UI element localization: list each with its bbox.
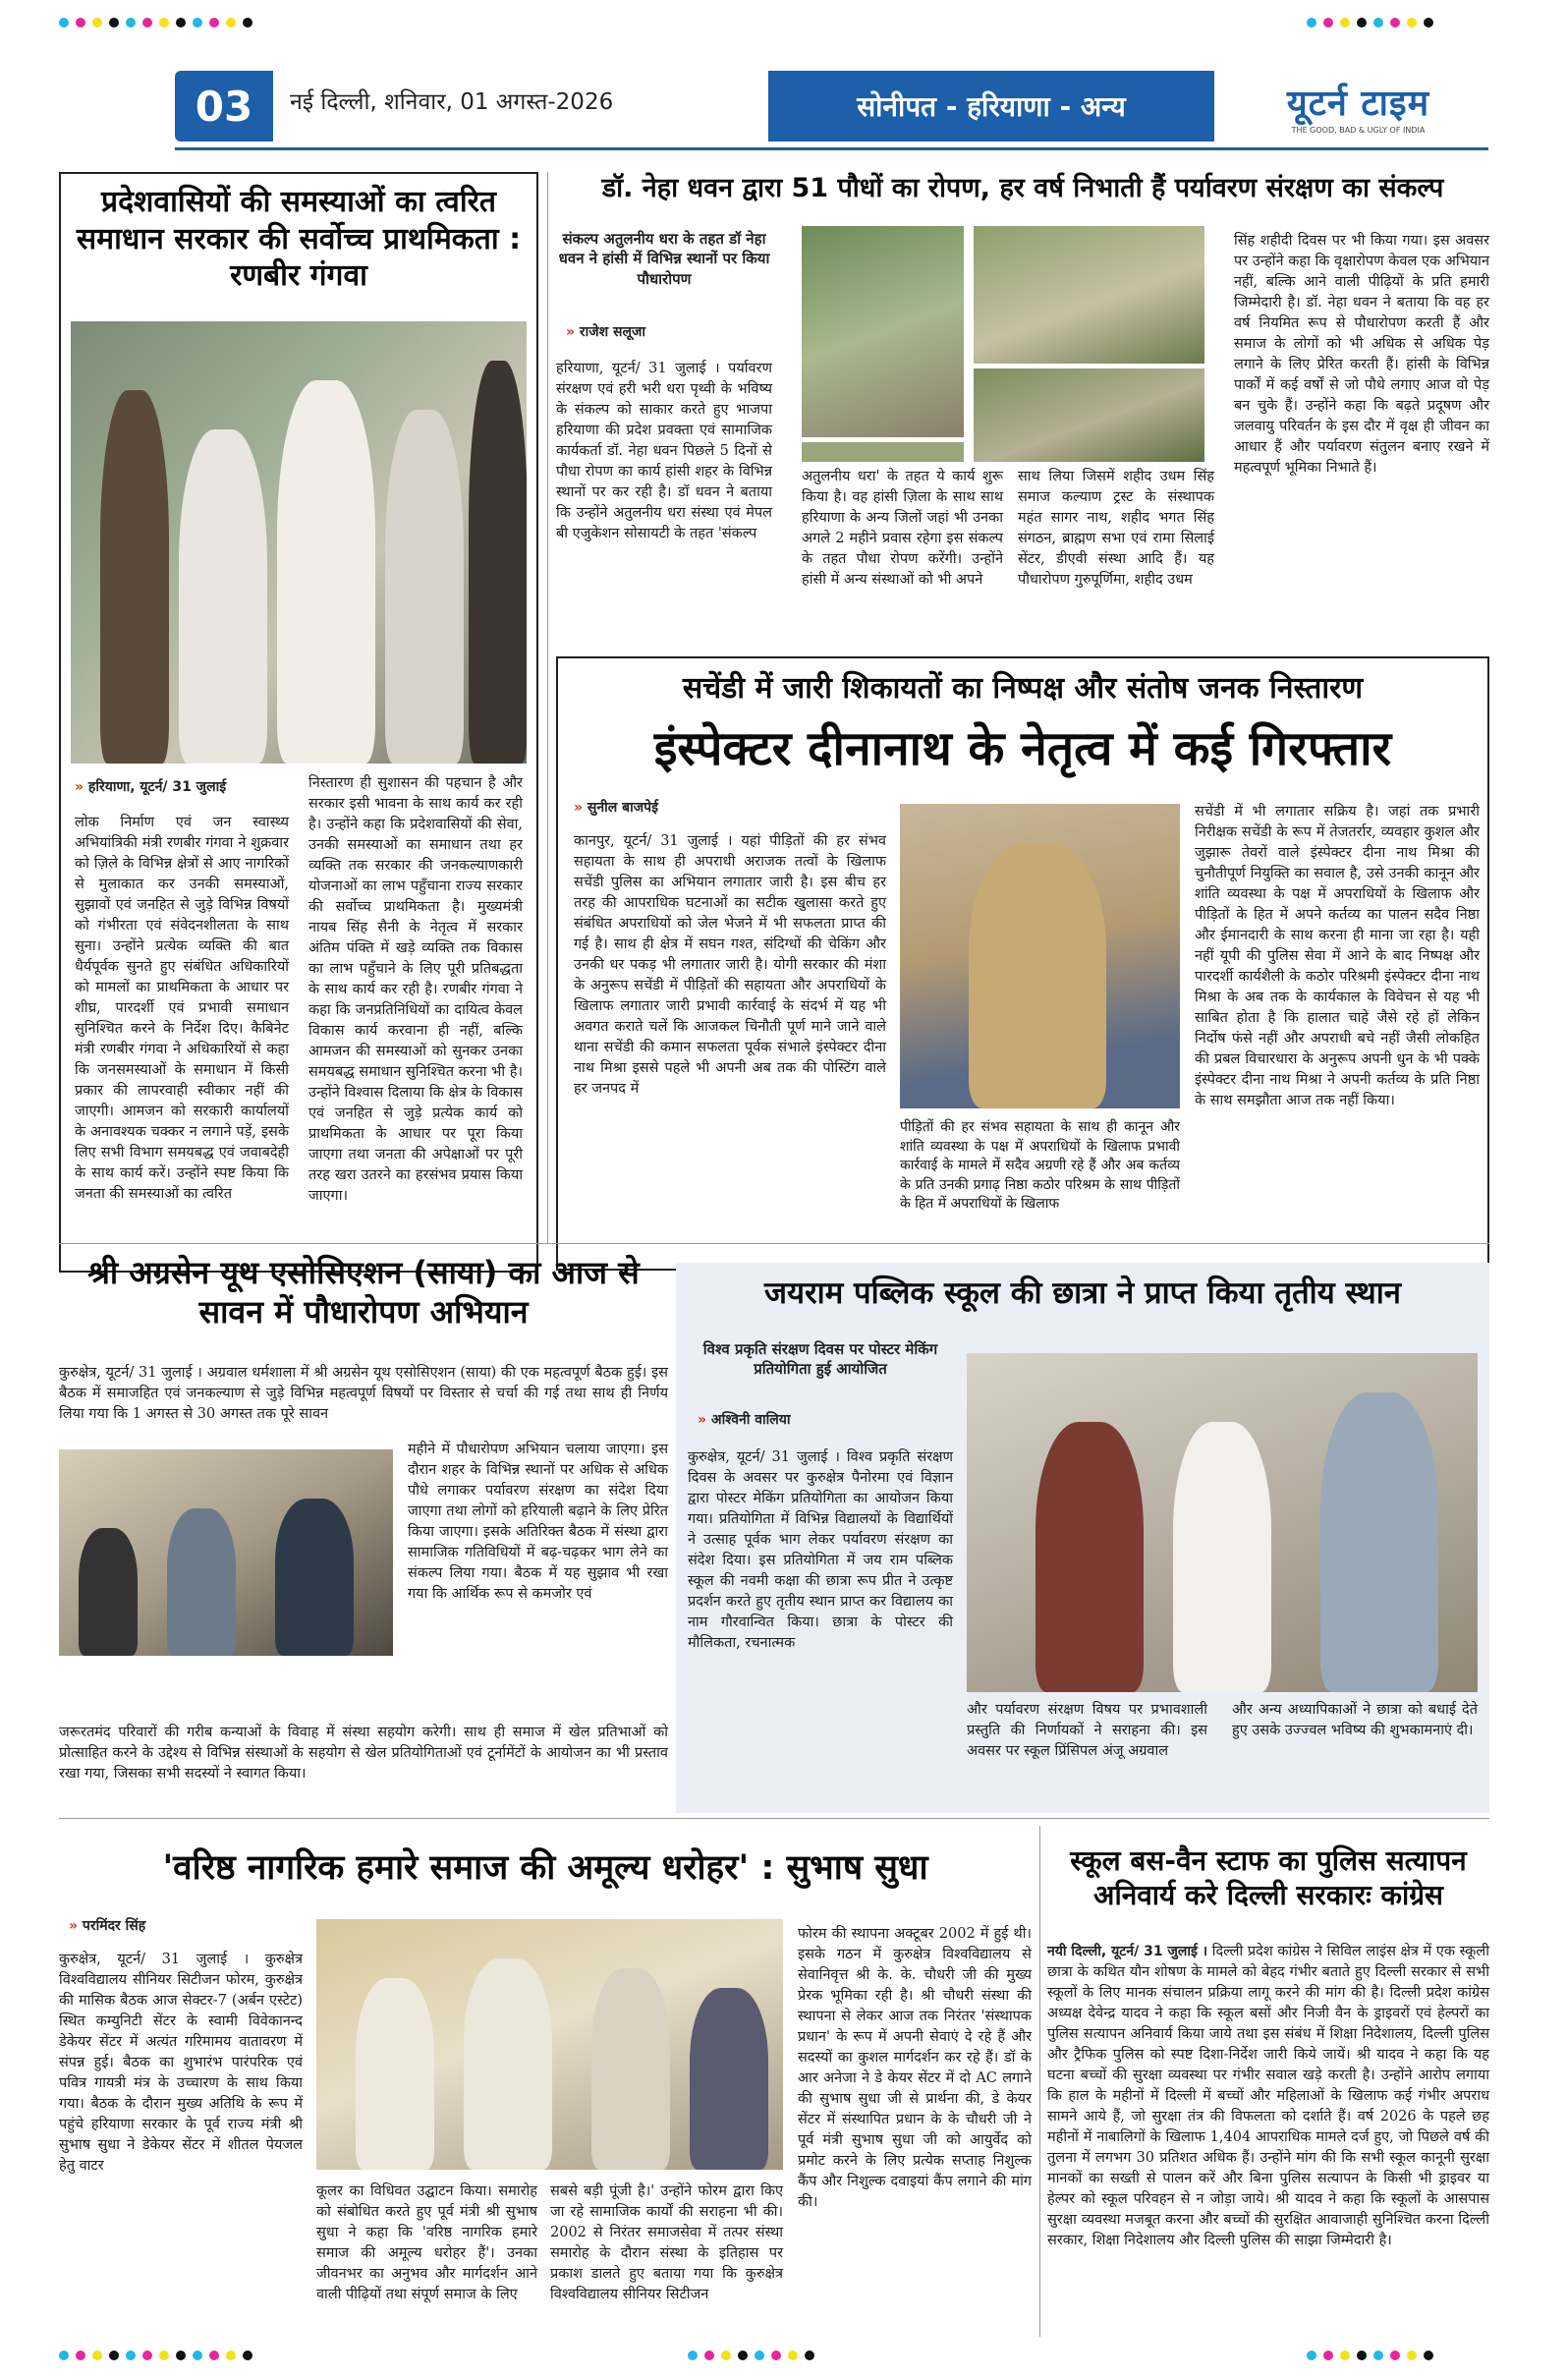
bottom-registration-marks xyxy=(59,2351,252,2360)
right-column: महीने में पौधारोपण अभियान चलाया जाएगा। इस दौरान शहर के विभिन्न स्थानों पर अधिक से अधिक पौधे लगाकर पर्यावरण संरक्षण का संदेश दिया जाएगा तथा लोगों को हरियाली बढ़ाने के लिए प्रेरित किया जाएगा। इसके अतिरिक्त बैठक में संस्था द्वारा सामाजिक गतिविधियों में बढ़-चढ़कर भाग लेने का संकल्प लिया गया। बैठक में यह सुझाव भी रखा गया कि आर्थिक रूप से कमजोर एवं xyxy=(408,1442,668,1603)
headline: श्री अग्रसेन यूथ एसोसिएशन (साया) का आज से सावन में पौधारोपण अभियान xyxy=(87,1254,640,1331)
meeting-photo xyxy=(59,1449,393,1656)
story-ranbir-gangwa xyxy=(59,172,538,1273)
headline: डॉ. नेहा धवन द्वारा 51 पौधों का रोपण, हर वर्ष निभाती हैं पर्यावरण संरक्षण का संकल्प xyxy=(601,173,1444,203)
byline: » सुनील बाजपेई xyxy=(574,800,658,816)
byline: » अश्विनी वालिया xyxy=(698,1412,791,1428)
kicker-headline: सचेंडी में जारी शिकायतों का निष्पक्ष और संतोष जनक निस्तारण xyxy=(682,671,1364,706)
award-photo xyxy=(967,1353,1478,1692)
headline: प्रदेशवासियों की समस्याओं का त्वरित समाधान सरकार की सर्वोच्च प्राथमिकता : रणबीर गंगवा xyxy=(76,185,522,293)
dateline: नई दिल्ली, शनिवार, 01 अगस्त-2026 xyxy=(290,89,614,115)
body-column-2: कूलर का विधिवत उद्घाटन किया। समारोह को संबोधित करते हुए पूर्व मंत्री श्री सुभाष सुधा ने कहा कि 'वरिष्ठ नागरिक हमारे समाज की अमूल्य धरोहर हैं'। उनका जीवनभर का अनुभव और मार्गदर्शन आने वाली पीढ़ियों तथा संपूर्ण समाज के लिए xyxy=(316,2183,537,2303)
byline-arrow-icon: » xyxy=(574,800,584,816)
body-column-3: सबसे बड़ी पूंजी है।' उन्होंने फोरम द्वारा किए जा रहे सामाजिक कार्यों की सराहना भी की। 2002 से निरंतर समाजसेवा में तत्पर संस्था समारोह के दौरान संस्था के इतिहास पर प्रकाश डालते हुए बताया गया कि कुरुक्षेत्र विश्वविद्यालय सीनियर सिटीजन xyxy=(550,2183,783,2303)
body-column-3: साथ लिया जिसमें शहीद उधम सिंह समाज कल्याण ट्रस्ट के संस्थापक महंत सागर नाथ, शहीद भगत सिंह संगठन, ब्राह्मण सभा एवं रामा सिलाई सेंटर, डीएवी संस्था आदि हैं। यह पौधारोपण गुरुपूर्णिमा, शहीद उधम xyxy=(1018,469,1214,589)
lead-paragraph: कुरुक्षेत्र, यूटर्न/ 31 जुलाई । अग्रवाल धर्मशाला में श्री अग्रसेन यूथ एसोसिएशन (साया) की एक महत्वपूर्ण बैठक हुई। इस बैठक में समाजहित एवं जनकल्याण से जुड़े विभिन्न महत्वपूर्ण विषयों पर विस्तार से चर्चा की गई तथा साथ ही निर्णय लिया गया कि 1 अगस्त से 30 अगस्त तक पूरे सावन xyxy=(59,1365,668,1423)
bottom-right-registration-marks xyxy=(1307,2351,1433,2360)
story-inspector-dinanath xyxy=(556,656,1489,1271)
body-column-2: अतुलनीय धरा' के तहत ये कार्य शुरू किया है। वह हांसी ज़िला के साथ साथ हरियाणा के अन्य जिलों जहां भी उनका अगले 2 महीने प्रवास रहेगा इस संकल्प के तहत पौधा रोपण करेंगी। उन्होंने हांसी में अन्य संस्थाओं को भी अपने xyxy=(802,469,1003,589)
story-agrasen-youth xyxy=(59,1253,668,1823)
byline-arrow-icon: » xyxy=(566,324,576,340)
byline: » परमिंदर सिंह xyxy=(69,1918,146,1934)
plantation-photo-3 xyxy=(974,368,1204,462)
subheadline: संकल्प अतुलनीय धरा के तहत डॉ नेहा धवन ने हांसी में विभिन्न स्थानों पर किया पौधारोपण xyxy=(558,230,770,288)
byline-arrow-icon: » xyxy=(698,1412,707,1428)
masthead-rule xyxy=(175,147,1488,150)
byline: » राजेश सलूजा xyxy=(566,324,646,340)
column-divider xyxy=(547,172,548,1243)
story-neha-dhawan xyxy=(556,172,1489,639)
row-divider xyxy=(59,1243,1489,1244)
plantation-photo-strip xyxy=(802,442,964,462)
subheadline: विश्व प्रकृति संरक्षण दिवस पर पोस्टर मेकिंग प्रतियोगिता हुई आयोजित xyxy=(702,1340,938,1379)
masthead xyxy=(0,0,1567,157)
brand-logo xyxy=(1228,71,1488,142)
tail-paragraph: जरूरतमंद परिवारों की गरीब कन्याओं के विवाह में संस्था सहयोग करेगी। साथ ही समाज में खेल प्रतिभाओं को प्रोत्साहित करने के उद्देश्य से विभिन्न संस्थाओं के सहयोग से खेल प्रतियोगिताओं एवं टूर्नामेंटों के आयोजन का भी प्रस्ताव रखा गया, जिसका सभी सदस्यों ने स्वागत किया। xyxy=(59,1725,668,1783)
brand-tagline: THE GOOD, BAD & UGLY OF INDIA xyxy=(1291,126,1426,135)
byline: » हरियाणा, यूटर्न/ 31 जुलाई xyxy=(75,779,227,795)
news-photo xyxy=(71,321,527,764)
body-column-1: कुरुक्षेत्र, यूटर्न/ 31 जुलाई । कुरुक्षेत्र विश्वविद्यालय सीनियर सिटीजन फोरम, कुरुक्षेत्र की मासिक बैठक आज सेक्टर-7 (अर्बन एस्टेट) स्थित कम्युनिटी सेंटर के स्वामी विवेकानन्द डेकेयर सेंटर में अत्यंत गरिमामय वातावरण में संपन्न हुई। बैठक का शुभारंभ पारंपरिक एवं पवित्र गायत्री मंत्र के उच्चारण के साथ किया गया। बैठक के दौरान मुख्य अतिथि के रूप में पहुंचे हरियाणा सरकार के पूर्व राज्य मंत्री श्री सुभाष सुधा ने डेकेयर सेंटर में शीतल पेयजल हेतु वाटर xyxy=(59,1952,303,2175)
dateline-lead: नयी दिल्ली, यूटर्न/ 31 जुलाई । xyxy=(1047,1944,1208,1959)
brand-name: यूटर्न टाइम xyxy=(1286,84,1430,124)
headline: 'वरिष्ठ नागरिक हमारे समाज की अमूल्य धरोहर' : सुभाष सुधा xyxy=(162,1848,928,1888)
inspector-photo xyxy=(900,804,1180,1108)
headline: जयराम पब्लिक स्कूल की छात्रा ने प्राप्त किया तृतीय स्थान xyxy=(764,1275,1401,1311)
headline: इंस्पेक्टर दीनानाथ के नेतृत्व में कई गिरफ्तार xyxy=(653,721,1392,776)
body-column-3: सचेंडी में भी लगातार सक्रिय है। जहां तक प्रभारी निरीक्षक सचेंडी के रूप में तेजतर्रार, व्यवहार कुशल और जुझारू तेवरों वाले इंस्पेक्टर दीना नाथ मिश्रा की चुनौतीपूर्ण नियुक्ति का सवाल है, उसे उनकी कानून और शांति व्यवस्था के पक्ष में अपराधियों के खिलाफ और पीड़ितों के हित में अपने कर्तव्य का पालन सदैव निष्ठा और ईमानदारी के साथ करना ही माना जा रहा है। यही नहीं यूपी की पुलिस सेवा में आने के बाद निष्पक्ष और पारदर्शी कार्यशैली के कठोर परिश्रमी इंस्पेक्टर दीना नाथ मिश्रा के अब तक के कार्यकाल के विवेचन से यह भी साबित होता है कि हालात चाहे जैसे रहे हों लेकिन निर्दोष फंसे नहीं और अपराधी बचे नहीं जैसी लोकहित की प्रबल विचारधारा के अनुरूप अपनी धुन के भी पक्के इंस्पेक्टर दीना नाथ मिश्रा ने अपनी कर्तव्य के प्रति निष्ठा के साथ समझौता आज तक नहीं किया। xyxy=(1195,804,1480,1109)
body-column-1: कानपुर, यूटर्न/ 31 जुलाई । यहां पीड़ितों की हर संभव सहायता के साथ ही अपराधी अराजक तत्वों के खिलाफ सचेंडी पुलिस का अभियान लगातार जारी है। इस बीच हर तरह की आपराधिक घटनाओं का सटीक खुलासा करते हुए संबंधित अपराधियों को जेल भेजने में भी सफलता प्राप्त की गई है। साथ ही क्षेत्र में सघन गश्त, संदिग्धों की चेकिंग और उनकी धर पकड़ भी लगातार जारी है। योगी सरकार की मंशा के अनुरूप सचेंडी में पीड़ितों की सहायता और अपराधियों के खिलाफ लगातार जारी प्रभावी कार्रवाई के संदर्भ में यह भी अवगत कराते चलें कि आजकल चिनौती पूर्ण माने जाने वाले थाना सचेंडी की कमान सफलता पूर्वक संभाले इंस्पेक्टर दीना नाथ मिश्रा इससे पहले भी अपनी अब तक की पोस्टिंग वाले हर जनपद में xyxy=(574,833,886,1098)
section-banner: सोनीपत - हरियाणा - अन्य xyxy=(768,71,1214,142)
photo-caption-continuation: पीड़ितों की हर संभव सहायता के साथ ही कानून और शांति व्यवस्था के पक्ष में अपराधियों के खिलाफ प्रभावी कार्रवाई के मामले में सदैव अग्रणी रहे हैं और अब कर्तव्य के प्रति उनकी प्रगाढ़ निष्ठा कठोर परिश्रम के साथ पीड़ितों के हित में अपराधियों के खिलाफ xyxy=(900,1119,1180,1213)
body: नयी दिल्ली, यूटर्न/ 31 जुलाई । दिल्ली प्रदेश कांग्रेस ने सिविल लाइंस क्षेत्र में एक स्कूली छात्रा के कथित यौन शोषण के मामले को बेहद गंभीर बताते हुए दिल्ली सरकार से सभी स्कूलों के लिए मानक संचालन प्रक्रिया लागू करने की मांग की है। दिल्ली प्रदेश कांग्रेस अध्यक्ष देवेन्द्र यादव ने कहा कि स्कूल बसों और निजी वैन के ड्राइवरों एवं हेल्परों का पुलिस सत्यापन अनिवार्य किया जाये तथा इस संबंध में शिक्षा निदेशालय, दिल्ली पुलिस और ट्रैफिक पुलिस को स्पष्ट दिशा-निर्देश जारी किये जायें। श्री यादव ने कहा कि यह घटना बच्चों की सुरक्षा व्यवस्था पर गंभीर सवाल खड़े करती है। उन्होंने आरोप लगाया कि हाल के महीनों में दिल्ली में बच्चों और महिलाओं के खिलाफ कई गंभीर अपराध सामने आये हैं, जो सुरक्षा तंत्र की विफलता को दर्शाते हैं। वर्ष 2026 के पहले छह महीनों में नाबालिगों के खिलाफ 1,404 आपराधिक मामले दर्ज हुए, जो पिछले वर्ष की तुलना में लगभग 30 प्रतिशत अधिक हैं। उन्होंने मांग की कि सभी स्कूल कानूनी सुरक्षा मानकों का सख्ती से पालन करें और बिना पुलिस सत्यापन के किसी भी ड्राइवर या हेल्पर को स्कूल परिवहन से न जोड़ा जाये। श्री यादव ने कहा कि स्कूलों के आसपास सुरक्षा व्यवस्था मजबूत करना और बच्चों की सुरक्षित आवाजाही सुनिश्चित करना दिल्ली सरकार, शिक्षा निदेशालय और दिल्ली पुलिस की साझा जिम्मेदारी है। xyxy=(1047,1944,1489,2249)
body-column-4: फोरम की स्थापना अक्टूबर 2002 में हुई थी। इसके गठन में कुरुक्षेत्र विश्वविद्यालय से सेवानिवृत्त श्री के. के. चौधरी जी की मुख्य प्रेरक भूमिका रही है। श्री चौधरी संस्था की स्थापना से लेकर आज तक निरंतर 'संस्थापक प्रधान' के रूप में अपनी सेवाएं दे रहे हैं और सदस्यों का कुशल मार्गदर्शन कर रहे हैं। डॉ के आर अनेजा ने डे केयर सेंटर में दो AC लगाने की सुभाष सुधा जी से प्रार्थना की, डे केयर सेंटर में संस्थापित प्रधान के के चौधरी जी ने पूर्व मंत्री सुभाष सुधा जी को आयुर्वेद को प्रमोट करने के लिए प्रत्येक सप्ताह निशुल्क कैंप और निशुल्क दवाइयां कैंप लगाने की मांग की। xyxy=(798,1926,1032,2211)
row-divider xyxy=(59,1818,1489,1819)
body-column-2: और पर्यावरण संरक्षण विषय पर प्रभावशाली प्रस्तुति की निर्णायकों ने सराहना की। इस अवसर पर स्कूल प्रिंसिपल अंजू अग्रवाल xyxy=(967,1702,1207,1760)
body-column-1: लोक निर्माण एवं जन स्वास्थ्य अभियांत्रिकी मंत्री रणबीर गंगवा ने शुक्रवार को ज़िले के विभिन्न क्षेत्रों से आए नागरिकों से मुलाकात कर उनकी समस्याओं, सुझावों एवं जनहित से जुड़े विभिन्न विषयों को गंभीरता एवं संवेदनशीलता के साथ सुना। उन्होंने प्रत्येक व्यक्ति की बात धैर्यपूर्वक सुनते हुए संबंधित अधिकारियों को मामलों का प्राथमिकता के आधार पर शीघ्र, पारदर्शी एवं प्रभावी समाधान सुनिश्चित करने के निर्देश दिए। कैबिनेट मंत्री रणबीर गंगवा ने अधिकारियों से कहा कि जनसमस्याओं के समाधान में किसी प्रकार की लापरवाही स्वीकार नहीं की जाएगी। आमजन को सरकारी कार्यालयों के अनावश्यक चक्कर न लगाने पड़ें, इसके लिए सभी विभाग समयबद्ध एवं जवाबदेही के साथ कार्य करें। उन्होंने स्पष्ट किया कि जनता की समस्याओं का त्वरित xyxy=(75,815,289,1203)
cooler-inauguration-photo xyxy=(316,1919,783,2170)
page-number: 03 xyxy=(175,71,273,142)
story-delhi-congress xyxy=(1047,1826,1489,2342)
body-column-1: कुरुक्षेत्र, यूटर्न/ 31 जुलाई । विश्व प्रकृति संरक्षण दिवस के अवसर पर कुरुक्षेत्र पैनोरमा एवं विज्ञान द्वारा पोस्टर मेकिंग प्रतियोगिता का आयोजन किया गया। प्रतियोगिता में विभिन्न विद्यालयों के विद्यार्थियों ने उत्साह पूर्वक भाग लेकर पर्यावरण संरक्षण का संदेश दिया। इस प्रतियोगिता में जय राम पब्लिक स्कूल की नवमी कक्षा की छात्रा रूप प्रीत ने उत्कृष्ट प्रदर्शन करते हुए तृतीय स्थान प्राप्त कर विद्यालय का नाम गौरवान्वित किया। छात्रा के पोस्टर की मौलिकता, रचनात्मक xyxy=(688,1449,953,1652)
story-subhash-sudha xyxy=(59,1826,1032,2342)
story-jairam-school xyxy=(676,1263,1489,1813)
body-column-1: हरियाणा, यूटर्न/ 31 जुलाई । पर्यावरण संरक्षण एवं हरी भरी धरा पृथ्वी के भविष्य के संकल्प को साकार करते हुए भाजपा हरियाणा की प्रदेश प्रवक्ता एवं सामाजिक कार्यकर्ता डॉ. नेहा धवन पिछले 5 दिनों से पौधा रोपण का कार्य हांसी शहर के विभिन्न स्थानों पर कर रही है। डॉ धवन ने बताया कि उन्होंने अतुलनीय धरा संस्था एवं मेपल बी एजुकेशन सोसायटी के तहत 'संकल्प xyxy=(556,361,772,542)
headline: स्कूल बस-वैन स्टाफ का पुलिस सत्यापन अनिवार्य करे दिल्ली सरकारः कांग्रेस xyxy=(1070,1844,1467,1911)
body-column-2: निस्तारण ही सुशासन की पहचान है और सरकार इसी भावना के साथ कार्य कर रही है। उन्होंने कहा कि प्रदेशवासियों की सेवा, उनकी समस्याओं का समाधान तथा हर व्यक्ति तक सरकार की जनकल्याणकारी योजनाओं का लाभ पहुँचाना राज्य सरकार की सर्वोच्च प्राथमिकता है। मुख्यमंत्री नायब सिंह सैनी के नेतृत्व में सरकार अंतिम पंक्ति में खड़े व्यक्ति तक विकास का लाभ पहुँचाने के लिए पूरी प्रतिबद्धता के साथ कार्य कर रही है। रणबीर गंगवा ने कहा कि जनप्रतिनिधियों का दायित्व केवल विकास कार्य करवाना ही नहीं, बल्कि आमजन की समस्याओं को सुनकर उनका समयबद्ध समाधान सुनिश्चित करना भी है। उन्होंने विश्वास दिलाया कि क्षेत्र के विकास एवं जनहित से जुड़े प्रत्येक कार्य को प्राथमिकता के आधार पर पूरा किया जाएगा तथा जनता की अपेक्षाओं पर पूरी तरह खरा उतरने का हरसंभव प्रयास किया जाएगा। xyxy=(308,775,523,1205)
bottom-center-registration-marks xyxy=(688,2351,814,2360)
body-column-3: और अन्य अध्यापिकाओं ने छात्रा को बधाई देते हुए उसके उज्ज्वल भविष्य की शुभकामनाएं दी। xyxy=(1232,1702,1478,1739)
plantation-photo-1 xyxy=(802,226,964,437)
column-divider xyxy=(1039,1826,1040,2337)
byline-arrow-icon: » xyxy=(75,779,84,795)
byline-arrow-icon: » xyxy=(69,1918,79,1934)
body-column-4: सिंह शहीदी दिवस पर भी किया गया। इस अवसर पर उन्होंने कहा कि वृक्षारोपण केवल एक अभियान नहीं, बल्कि आने वाली पीढ़ियों के प्रति हमारी जिम्मेदारी है। डॉ. नेहा धवन ने बताया कि वह हर वर्ष नियमित रूप से पौधारोपण करती हैं और समाज के लोगों को भी अधिक से अधिक पेड़ लगाने के लिए प्रेरित करती हैं। हांसी के विभिन्न पार्कों में कई वर्षों से जो पौधे लगाए आज वो पेड़ बन चुके हैं। उन्होंने कहा कि बढ़ते प्रदूषण और जलवायु परिवर्तन के इस दौर में वृक्ष ही जीवन का आधार हैं और पर्यावरण संतुलन बनाए रखने में महत्वपूर्ण भूमिका निभाते हैं। xyxy=(1234,233,1489,477)
plantation-photo-2 xyxy=(974,226,1204,364)
